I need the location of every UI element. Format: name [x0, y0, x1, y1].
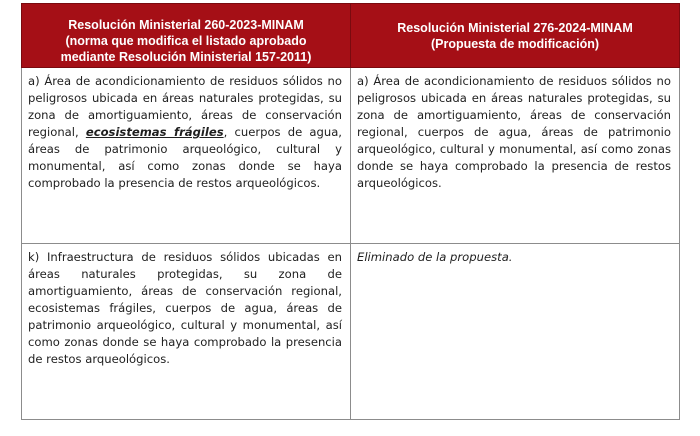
header-proposed-subtitle: (Propuesta de modificación) [430, 37, 600, 51]
cell-current-item-a [22, 68, 351, 244]
header-proposed-title: Resolución Ministerial 276-2024-MINAM [397, 21, 633, 35]
item-k-proposed-text: Eliminado de la propuesta. [357, 250, 513, 264]
header-current-subtitle-1: (norma que modifica el listado aprobado [65, 34, 307, 48]
table-header-row [22, 4, 680, 68]
header-current-title: Resolución Ministerial 260-2023-MINAM [68, 18, 304, 32]
item-a-proposed-text: a) Área de acondicionamiento de residuos sólidos no peligrosos ubicada en áreas naturales protegidas, su zona de amortiguamiento, áreas de conservación regional, cuerpos de agua, áreas de patrimonio arqueológico, cultural y monumental, así como zonas donde se haya comprobado la presencia de restos arqueológicos. [357, 74, 671, 190]
item-a-current-text-start: a) Área de acondicionamiento de residuos sólidos no peligrosos ubicada en áreas naturales protegidas, su zona de amortiguamiento, áreas de conservación regional, [28, 74, 342, 139]
header-current-norm [22, 4, 351, 68]
item-a-current-text-end: , cuerpos de agua, áreas de patrimonio arqueológico, cultural y monumental, así como zonas donde se haya comprobado la presencia de restos arqueológicos. [28, 125, 342, 190]
header-current-subtitle-2: mediante Resolución Ministerial 157-2011) [60, 50, 312, 64]
comparison-table-container [21, 3, 679, 420]
table-row [22, 68, 680, 244]
header-proposed-norm [351, 4, 680, 68]
table-row [22, 244, 680, 420]
highlighted-term: ecosistemas frágiles [85, 125, 224, 139]
cell-current-item-k [22, 244, 351, 420]
item-k-current-text: k) Infraestructura de residuos sólidos ubicadas en áreas naturales protegidas, su zona de amortiguamiento, áreas de conservación regional, ecosistemas frágiles, cuerpos de agua, áreas de patrimonio arqueológico, cultural y monumental, así como zonas donde se haya comprobado la presencia de restos arqueológicos. [28, 250, 342, 366]
comparison-table [21, 3, 680, 420]
cell-proposed-item-a [351, 68, 680, 244]
cell-proposed-item-k [351, 244, 680, 420]
